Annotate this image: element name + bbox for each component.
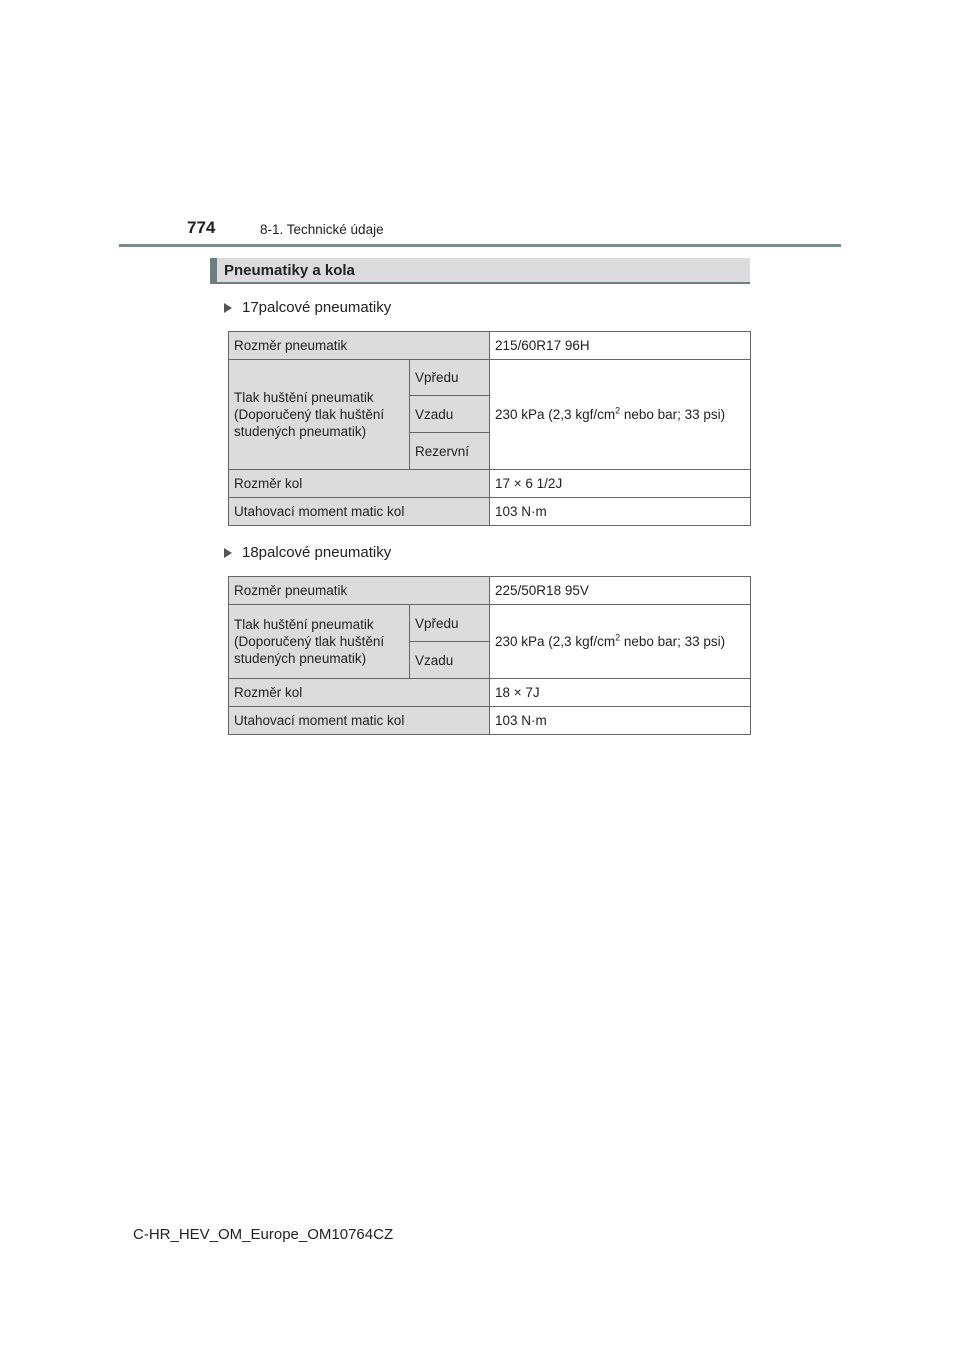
pressure-label: Tlak huštění pneumatik (Doporučený tlak huštění studených pneumatik): [229, 360, 410, 470]
torque-value: 103 N·m: [490, 707, 751, 735]
table-row: [229, 605, 751, 642]
table-row: [229, 470, 751, 498]
position-spare: Rezervní: [410, 433, 490, 470]
wheel-size-label: Rozměr kol: [229, 470, 490, 498]
pressure-value: [490, 605, 751, 679]
table-row: [229, 498, 751, 526]
triangle-arrow-icon: [224, 303, 232, 313]
spec-table-17-inch: [228, 331, 751, 526]
position-front: Vpředu: [410, 360, 490, 396]
table-row: [229, 332, 751, 360]
pressure-value-main: 230 kPa (2,3 kgf/cm: [495, 407, 616, 422]
position-front: Vpředu: [410, 605, 490, 642]
subheading-18-inch: [224, 544, 391, 561]
table-row: [229, 360, 751, 396]
position-rear: Vzadu: [410, 396, 490, 433]
torque-value: 103 N·m: [490, 498, 751, 526]
table-row: [229, 577, 751, 605]
table-row: [229, 707, 751, 735]
section-heading-title: Pneumatiky a kola: [224, 262, 355, 279]
pressure-value-superscript: 2: [615, 632, 621, 643]
pressure-value-main: 230 kPa (2,3 kgf/cm: [495, 634, 616, 649]
torque-label: Utahovací moment matic kol: [229, 498, 490, 526]
table-row: [229, 679, 751, 707]
wheel-size-label: Rozměr kol: [229, 679, 490, 707]
subheading-17-inch: [224, 299, 391, 316]
position-rear: Vzadu: [410, 642, 490, 679]
pressure-value-rest: nebo bar; 33 psi): [620, 634, 726, 649]
torque-label: Utahovací moment matic kol: [229, 707, 490, 735]
section-heading: [210, 258, 750, 284]
wheel-size-value: 17 × 6 1/2J: [490, 470, 751, 498]
section-heading-bar: [210, 258, 217, 282]
tire-size-label: Rozměr pneumatik: [229, 577, 490, 605]
pressure-label: Tlak huštění pneumatik (Doporučený tlak huštění studených pneumatik): [229, 605, 410, 679]
header-rule: [119, 244, 841, 247]
wheel-size-value: 18 × 7J: [490, 679, 751, 707]
tire-size-label: Rozměr pneumatik: [229, 332, 490, 360]
tire-size-value: 225/50R18 95V: [490, 577, 751, 605]
pressure-value: [490, 360, 751, 470]
spec-table-18-inch: [228, 576, 751, 735]
section-reference: 8-1. Technické údaje: [260, 222, 384, 237]
page-number: 774: [187, 218, 216, 237]
tire-size-value: 215/60R17 96H: [490, 332, 751, 360]
subheading-text: 18palcové pneumatiky: [242, 544, 392, 561]
subheading-text: 17palcové pneumatiky: [242, 299, 392, 316]
pressure-value-superscript: 2: [615, 405, 621, 416]
pressure-value-rest: nebo bar; 33 psi): [620, 407, 726, 422]
triangle-arrow-icon: [224, 548, 232, 558]
footer-document-code: C-HR_HEV_OM_Europe_OM10764CZ: [133, 1226, 394, 1243]
